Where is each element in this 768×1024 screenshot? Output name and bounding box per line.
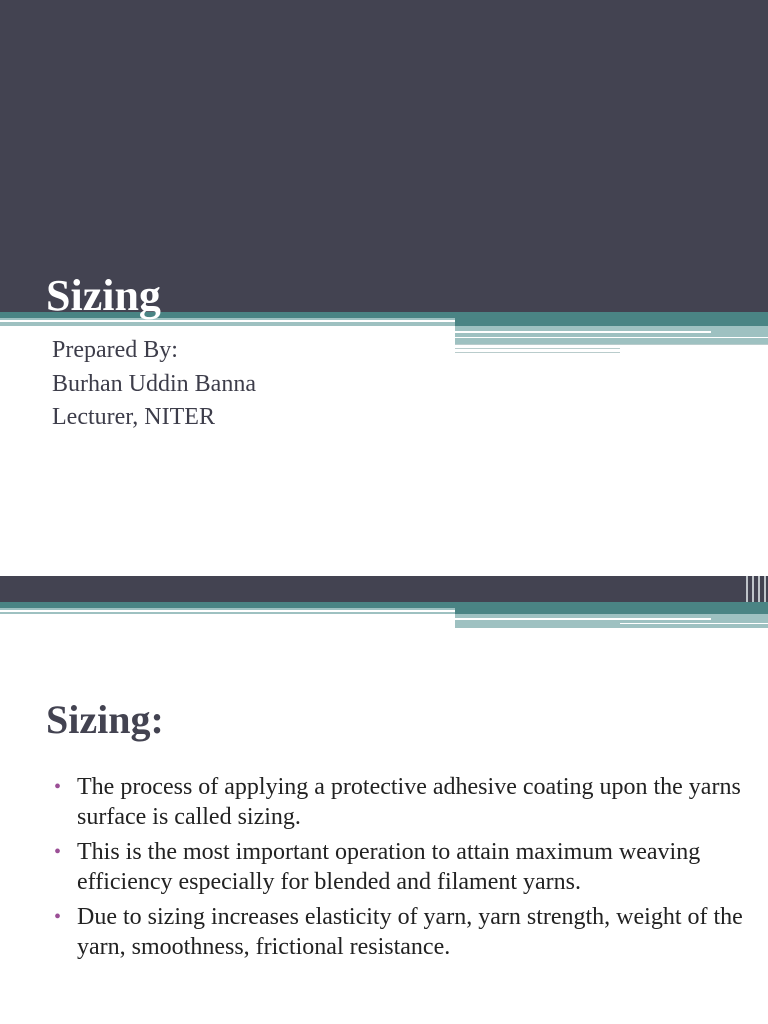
stripe-thin-1	[455, 344, 768, 345]
light-stripe-right	[455, 326, 768, 344]
header-band	[0, 576, 768, 602]
stripe-line-right	[455, 331, 711, 333]
subtitle-line-author: Burhan Uddin Banna	[52, 370, 256, 397]
bullet-text: This is the most important operation to attain maximum weaving efficiency especially for blended and filament yarns.	[77, 839, 701, 895]
bullet-icon: •	[54, 906, 62, 928]
bullet-icon: •	[54, 776, 62, 798]
stripe-thin-2	[455, 348, 620, 349]
subtitle-line-affiliation: Lecturer, NITER	[52, 404, 215, 430]
list-item	[54, 902, 744, 962]
subtitle-line-prepared-by: Prepared By:	[52, 337, 178, 363]
title-band	[0, 0, 768, 312]
stripe-line-right-2	[455, 337, 768, 338]
slide-heading: Sizing:	[46, 697, 164, 742]
stripe-line-right	[455, 618, 711, 620]
bullet-text: The process of applying a protective adhesive coating upon the yarns surface is called sizing.	[77, 774, 741, 830]
list-item	[54, 772, 744, 832]
slide-title: Sizing	[46, 271, 161, 320]
bullet-text: Due to sizing increases elasticity of yarn, yarn strength, weight of the yarn, smoothness, frictional resistance.	[77, 904, 743, 960]
bullet-list	[54, 772, 744, 967]
light-stripe-right	[455, 614, 768, 628]
stripe-line	[0, 610, 455, 612]
slide-subtitle	[52, 334, 256, 435]
content-slide	[0, 576, 768, 1024]
bullet-icon: •	[54, 841, 62, 863]
stripe-thin-3	[455, 352, 620, 353]
stripe-line-right-2	[620, 623, 768, 624]
list-item	[54, 837, 744, 897]
